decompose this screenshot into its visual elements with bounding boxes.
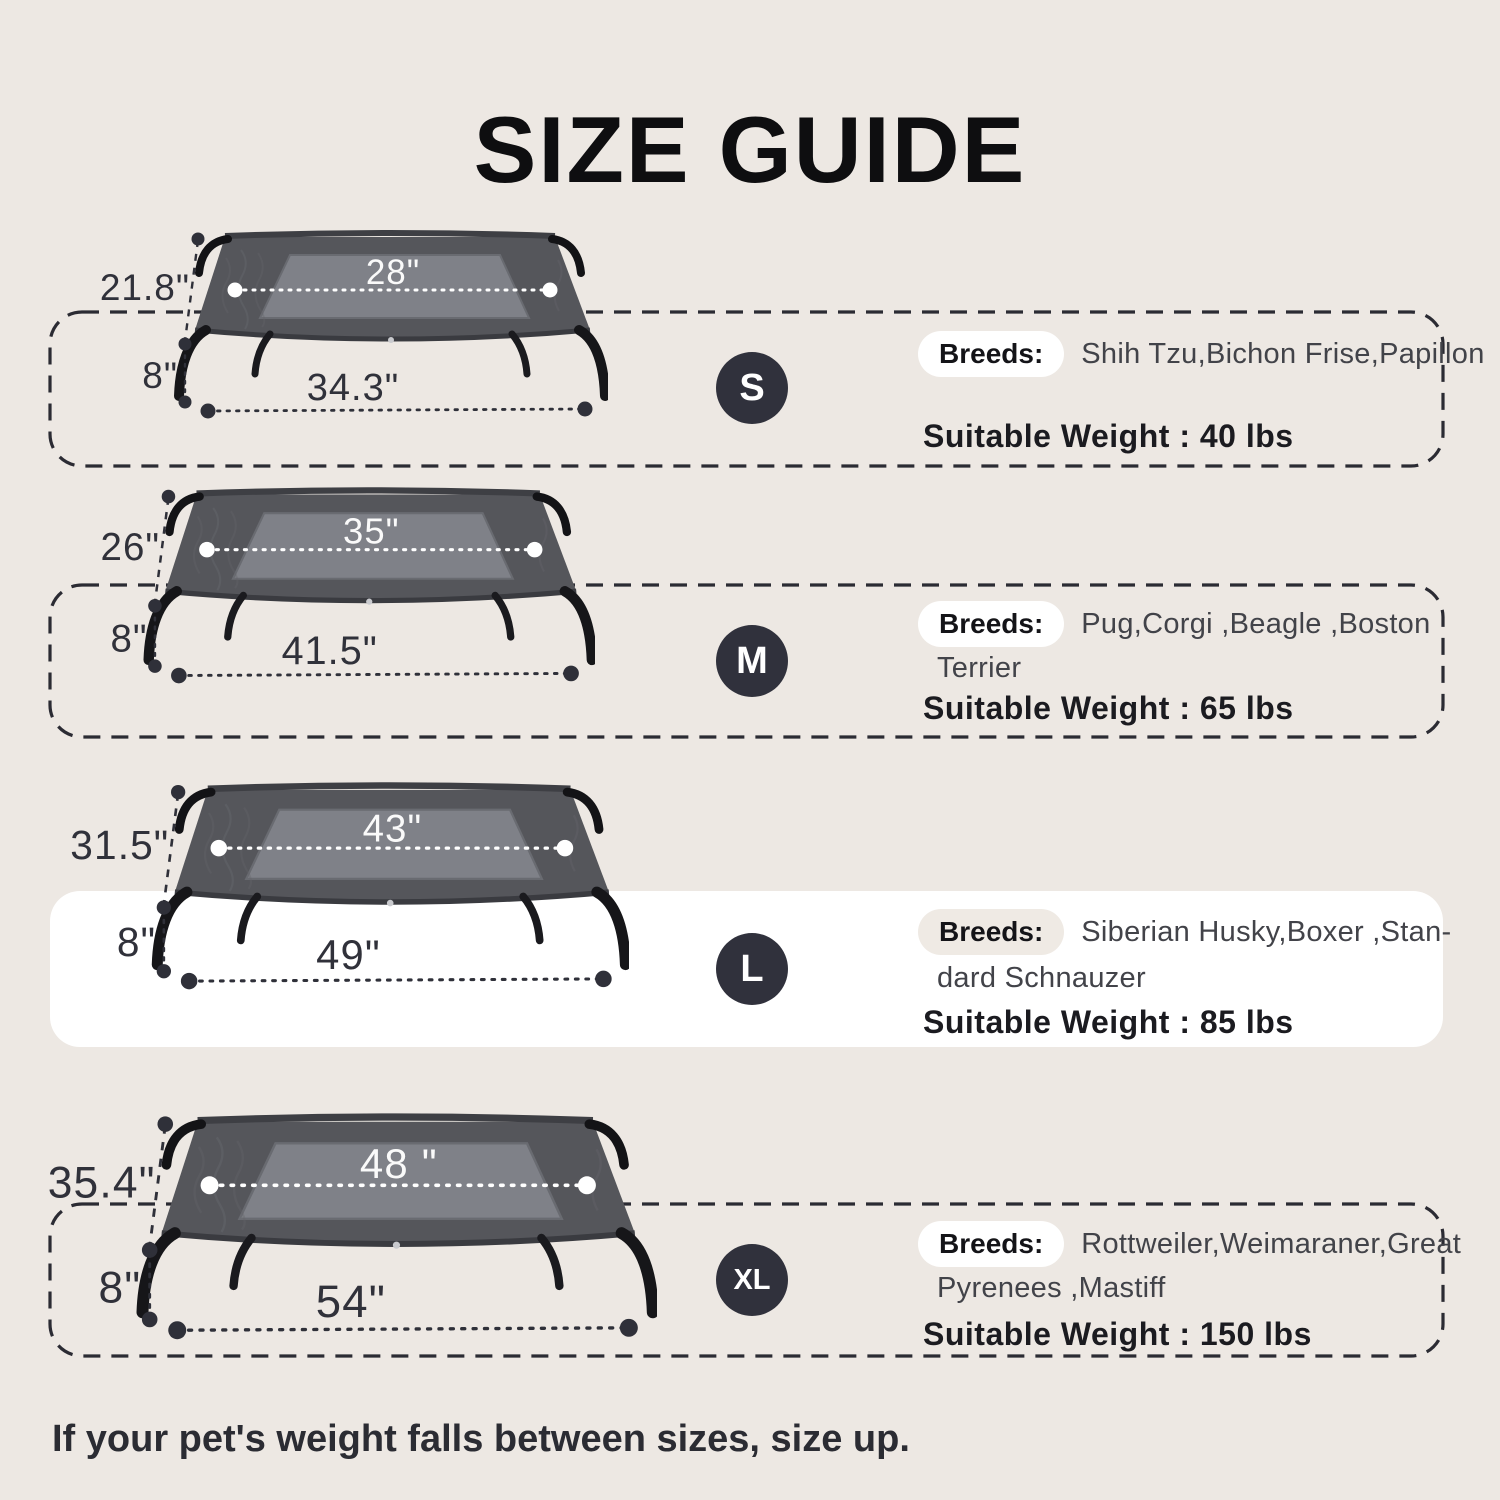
weight-line-xl: Suitable Weight : 150 lbs	[923, 1316, 1312, 1352]
page-title: SIZE GUIDE	[473, 97, 1027, 202]
bed-length-label-xl: 54"	[315, 1276, 387, 1328]
bed-top-width-label-s: 28"	[365, 253, 421, 292]
breeds-pill-s: Breeds:	[918, 331, 1064, 377]
bed-top-width-label-xl: 48 "	[359, 1140, 438, 1188]
bed-top-width-label-m: 35"	[343, 510, 400, 552]
bed-diagram-m	[2, 485, 595, 685]
bed-depth-label-xl: 35.4"	[47, 1158, 156, 1208]
bed-length-label-s: 34.3"	[306, 367, 400, 409]
bed-depth-label-s: 21.8"	[99, 267, 190, 308]
bed-height-label-xl: 8"	[98, 1263, 142, 1313]
weight-line-s: Suitable Weight : 40 lbs	[923, 418, 1294, 454]
breeds-line-l	[918, 909, 1451, 955]
weight-line-m: Suitable Weight : 65 lbs	[923, 690, 1294, 726]
bed-length-label-l: 49"	[316, 931, 381, 979]
bed-length-label-m: 41.5"	[281, 629, 378, 674]
breeds-value-m: Pug,Corgi ,Beagle ,Boston	[1081, 607, 1431, 640]
size-badge-l: L	[716, 933, 788, 1005]
breeds-pill-l: Breeds:	[918, 909, 1064, 955]
sizing-advice-note: If your pet's weight falls between sizes, size up.	[52, 1418, 910, 1460]
breeds-line-m	[918, 601, 1431, 647]
size-badge-m: M	[716, 625, 788, 697]
bed-depth-label-m: 26"	[100, 526, 161, 570]
weight-line-l: Suitable Weight : 85 lbs	[923, 1004, 1294, 1040]
bed-diagram-s	[38, 228, 608, 420]
bed-diagram-xl	[0, 1111, 657, 1341]
breeds-value-cont-xl: Pyrenees ,Mastiff	[937, 1272, 1166, 1304]
breeds-value-xl: Rottweiler,Weimaraner,Great	[1081, 1227, 1462, 1260]
bed-height-label-s: 8"	[142, 355, 178, 396]
bed-diagram-l	[2, 780, 629, 991]
bed-height-label-m: 8"	[110, 617, 148, 661]
size-badge-xl: XL	[716, 1244, 788, 1316]
bed-depth-label-l: 31.5"	[70, 822, 170, 869]
breeds-pill-m: Breeds:	[918, 601, 1064, 647]
breeds-line-xl	[918, 1221, 1461, 1267]
breeds-value-cont-m: Terrier	[937, 652, 1022, 684]
breeds-value-cont-l: dard Schnauzer	[937, 962, 1146, 994]
breeds-line-s	[918, 331, 1485, 377]
breeds-pill-xl: Breeds:	[918, 1221, 1064, 1267]
size-badge-s: S	[716, 352, 788, 424]
breeds-value-l: Siberian Husky,Boxer ,Stan-	[1081, 915, 1452, 948]
breeds-value-s: Shih Tzu,Bichon Frise,Papillon	[1081, 337, 1485, 370]
bed-top-width-label-l: 43"	[362, 807, 423, 851]
bed-height-label-l: 8"	[116, 918, 157, 965]
